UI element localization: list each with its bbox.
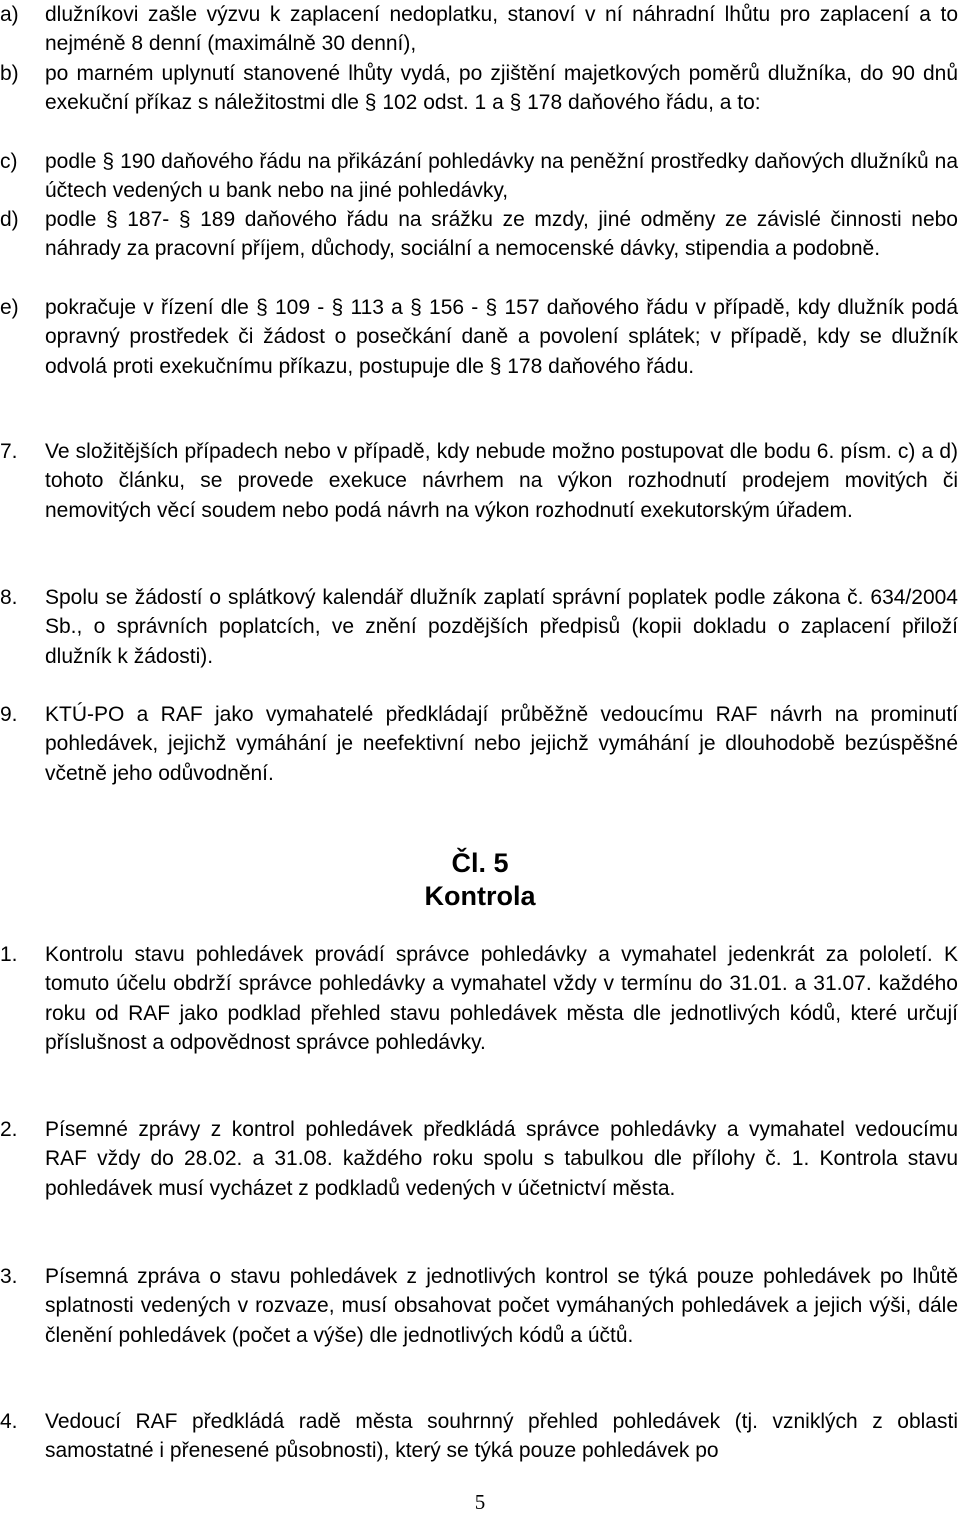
item-text: KTÚ-PO a RAF jako vymahatelé předkládají průběžně vedoucímu RAF návrh na prominutí pohledávek, jejichž vymáhání je neefektivní nebo jejichž vymáhání je dlouhodobě bezúspěšné včetně jeho odůvodnění. <box>45 703 958 785</box>
item-marker: c) <box>0 150 18 173</box>
item-marker: 9. <box>0 703 18 726</box>
item-text: pokračuje v řízení dle § 109 - § 113 a § 156 - § 157 daňového řádu v případě, kdy dlužník podá opravný prostředek či žádost o posečkání daně a povolení splátek; v případě, kdy se dlužník odvolá proti exekučnímu příkazu, postupuje dle § 178 daňového řádu. <box>45 296 958 378</box>
page-number: 5 <box>474 1490 486 1514</box>
item-text: po marném uplynutí stanovené lhůty vydá, po zjištění majetkových poměrů dlužníka, do 90 dnů exekuční příkaz s náležitostmi dle § 102 odst. 1 a § 178 daňového řádu, a to: <box>45 62 958 115</box>
item-text: podle § 187- § 189 daňového řádu na srážku ze mzdy, jiné odměny ze závislé činnosti nebo náhrady za pracovní příjem, důchody, sociální a nemocenské dávky, stipendia a podobně. <box>45 208 958 261</box>
item-marker: e) <box>0 296 19 319</box>
item-text: dlužníkovi zašle výzvu k zaplacení nedoplatku, stanoví v ní náhradní lhůtu pro zaplacení a to nejméně 8 denní (maximálně 30 denní), <box>45 3 958 56</box>
item-text: Písemné zprávy z kontrol pohledávek předkládá správce pohledávky a vymahatel vedoucímu RAF vždy do 28.02. a 31.08. každého roku spolu s tabulkou dle přílohy č. 1. Kontrola stavu pohledávek musí vycházet z podkladů vedených v účetnictví města. <box>45 1118 958 1200</box>
item-text: Spolu se žádostí o splátkový kalendář dlužník zaplatí správní poplatek podle zákona č. 634/2004 Sb., o správních poplatcích, ve znění pozdějších předpisů (kopii dokladu o zaplacení přiloží dlužník k žádosti). <box>45 586 958 668</box>
item-marker: 1. <box>0 943 18 966</box>
item-marker: 4. <box>0 1410 18 1433</box>
article-number: Čl. 5 <box>451 848 509 878</box>
item-text: Písemná zpráva o stavu pohledávek z jednotlivých kontrol se týká pouze pohledávek po lhůtě splatnosti vedených v rozvaze, musí obsahovat počet vymáhaných pohledávek a jejich výši, dále členění pohledávek (počet a výše) dle jednotlivých kódů a účtů. <box>45 1265 958 1347</box>
article-title: Kontrola <box>424 881 536 911</box>
item-marker: b) <box>0 62 19 85</box>
item-marker: 3. <box>0 1265 18 1288</box>
item-marker: 7. <box>0 440 18 463</box>
item-marker: a) <box>0 3 19 26</box>
item-marker: 8. <box>0 586 18 609</box>
item-text: podle § 190 daňového řádu na přikázání pohledávky na peněžní prostředky daňových dlužníků na účtech vedených u bank nebo na jiné pohledávky, <box>45 150 958 203</box>
item-text: Ve složitějších případech nebo v případě, kdy nebude možno postupovat dle bodu 6. písm. c) a d) tohoto článku, se provede exekuce návrhem na výkon rozhodnutí prodejem movitých či nemovitých věcí soudem nebo podá návrh na výkon rozhodnutí exekutorským úřadem. <box>45 440 958 522</box>
item-marker: 2. <box>0 1118 18 1141</box>
item-text: Kontrolu stavu pohledávek provádí správce pohledávky a vymahatel jedenkrát za pololetí. K tomuto účelu obdrží správce pohledávky a vymahatel vždy v termínu do 31.01. a 31.07. každého roku od RAF jako podklad přehled stavu pohledávek města dle jednotlivých kódů, které určují příslušnost a odpovědnost správce pohledávky. <box>45 943 958 1054</box>
item-text: Vedoucí RAF předkládá radě města souhrnný přehled pohledávek (tj. vzniklých z oblasti samostatné i přenesené působnosti), který se týká pouze pohledávek po <box>45 1410 958 1463</box>
item-marker: d) <box>0 208 19 231</box>
